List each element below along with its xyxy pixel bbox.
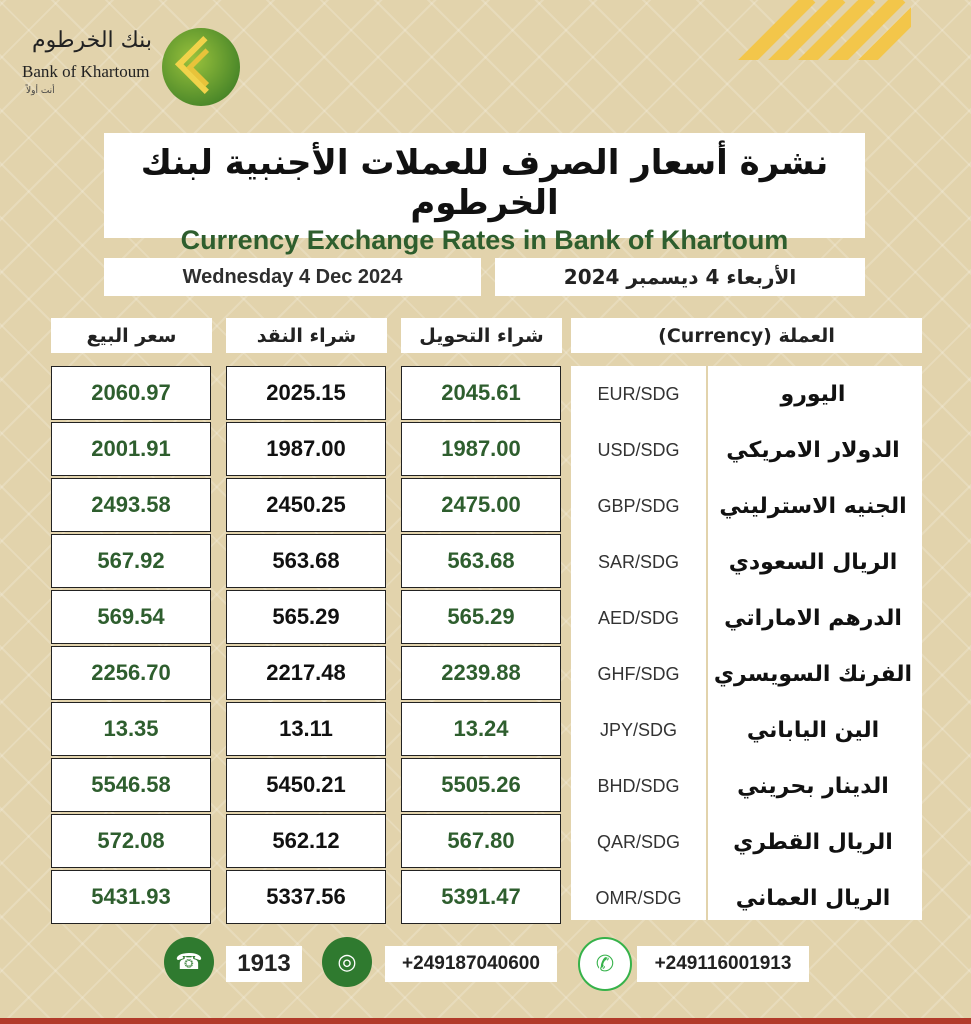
currency-name: الجنيه الاسترليني bbox=[719, 493, 907, 519]
currency-row bbox=[571, 366, 922, 422]
cash-buy-cell: 1987.00 bbox=[226, 422, 386, 476]
currency-name: الريال القطري bbox=[733, 829, 893, 855]
transfer-buy-cell: 13.24 bbox=[401, 702, 561, 756]
sell-cell: 2256.70 bbox=[51, 646, 211, 700]
bank-logo bbox=[22, 28, 252, 108]
transfer-buy-cell: 565.29 bbox=[401, 590, 561, 644]
currency-code: QAR/SDG bbox=[596, 831, 680, 852]
transfer-buy-cell: 563.68 bbox=[401, 534, 561, 588]
phone-number[interactable]: +249187040600 bbox=[385, 946, 557, 982]
hotline-number[interactable]: 1913 bbox=[226, 946, 302, 982]
transfer-buy-cell: 2475.00 bbox=[401, 478, 561, 532]
cash-buy-cell: 5450.21 bbox=[226, 758, 386, 812]
cash-buy-cell: 2450.25 bbox=[226, 478, 386, 532]
currency-name: اليورو bbox=[780, 381, 846, 407]
title-panel bbox=[104, 133, 865, 255]
header-currency: العملة (Currency) bbox=[571, 318, 922, 353]
transfer-buy-cell: 2045.61 bbox=[401, 366, 561, 420]
currency-code: AED/SDG bbox=[597, 607, 680, 628]
bank-emblem-icon bbox=[162, 28, 240, 106]
transfer-buy-cell: 567.80 bbox=[401, 814, 561, 868]
currency-name: الدينار بحريني bbox=[737, 773, 889, 799]
sell-cell: 2060.97 bbox=[51, 366, 211, 420]
currency-code: USD/SDG bbox=[597, 439, 680, 460]
currency-row bbox=[571, 478, 922, 534]
globe-headset-icon: ◎ bbox=[322, 937, 372, 987]
phone-headset-icon: ☎ bbox=[164, 937, 214, 987]
title-english: Currency Exchange Rates in Bank of Khartoum bbox=[180, 225, 789, 255]
currency-name: الريال العماني bbox=[735, 885, 891, 911]
currency-row bbox=[571, 534, 922, 590]
transfer-buy-cell: 5391.47 bbox=[401, 870, 561, 924]
currency-code: OMR/SDG bbox=[595, 887, 682, 908]
currency-row bbox=[571, 870, 922, 926]
sell-cell: 569.54 bbox=[51, 590, 211, 644]
logo-name-ar: بنك الخرطوم bbox=[32, 28, 152, 53]
sell-cell: 2001.91 bbox=[51, 422, 211, 476]
header-sell: سعر البيع bbox=[51, 318, 212, 353]
currency-code: GHF/SDG bbox=[597, 663, 680, 684]
currency-name: الفرنك السويسري bbox=[713, 661, 913, 687]
currency-row bbox=[571, 758, 922, 814]
currency-panel bbox=[571, 366, 922, 920]
cash-buy-cell: 565.29 bbox=[226, 590, 386, 644]
currency-code: EUR/SDG bbox=[597, 383, 680, 404]
currency-name: الين الياباني bbox=[746, 717, 880, 743]
cash-buy-column bbox=[226, 366, 386, 926]
transfer-buy-cell: 5505.26 bbox=[401, 758, 561, 812]
currency-code: SAR/SDG bbox=[597, 551, 680, 572]
currency-row bbox=[571, 702, 922, 758]
currency-code: BHD/SDG bbox=[597, 775, 680, 796]
cash-buy-cell: 2025.15 bbox=[226, 366, 386, 420]
currency-code: JPY/SDG bbox=[599, 719, 678, 740]
currency-row bbox=[571, 814, 922, 870]
date-arabic: الأربعاء 4 ديسمبر 2024 bbox=[495, 258, 865, 296]
currency-row bbox=[571, 422, 922, 478]
whatsapp-icon: ✆ bbox=[578, 937, 632, 991]
cash-buy-cell: 2217.48 bbox=[226, 646, 386, 700]
sell-cell: 5431.93 bbox=[51, 870, 211, 924]
sell-cell: 567.92 bbox=[51, 534, 211, 588]
currency-name: الدرهم الاماراتي bbox=[724, 605, 902, 631]
transfer-buy-cell: 1987.00 bbox=[401, 422, 561, 476]
currency-row bbox=[571, 590, 922, 646]
cash-buy-cell: 563.68 bbox=[226, 534, 386, 588]
currency-name: الدولار الامريكي bbox=[726, 437, 900, 463]
sell-cell: 2493.58 bbox=[51, 478, 211, 532]
header-transfer-buy: شراء التحويل bbox=[401, 318, 562, 353]
sell-column bbox=[51, 366, 211, 926]
cash-buy-cell: 13.11 bbox=[226, 702, 386, 756]
cash-buy-cell: 5337.56 bbox=[226, 870, 386, 924]
currency-name: الريال السعودي bbox=[728, 549, 898, 575]
header-cash-buy: شراء النقد bbox=[226, 318, 387, 353]
sell-cell: 5546.58 bbox=[51, 758, 211, 812]
title-arabic: نشرة أسعار الصرف للعملات الأجنبية لبنك الخرطوم bbox=[140, 143, 829, 223]
bottom-strip bbox=[0, 1018, 971, 1024]
cash-buy-cell: 562.12 bbox=[226, 814, 386, 868]
transfer-buy-cell: 2239.88 bbox=[401, 646, 561, 700]
decorative-stripes bbox=[731, 0, 911, 60]
sell-cell: 572.08 bbox=[51, 814, 211, 868]
currency-row bbox=[571, 646, 922, 702]
whatsapp-number[interactable]: +249116001913 bbox=[637, 946, 809, 982]
logo-name-en: Bank of Khartoum bbox=[22, 62, 150, 81]
sell-cell: 13.35 bbox=[51, 702, 211, 756]
logo-tagline: أنت أولاً bbox=[26, 86, 55, 96]
transfer-buy-column bbox=[401, 366, 561, 926]
date-english: Wednesday 4 Dec 2024 bbox=[104, 258, 481, 296]
currency-code: GBP/SDG bbox=[597, 495, 680, 516]
